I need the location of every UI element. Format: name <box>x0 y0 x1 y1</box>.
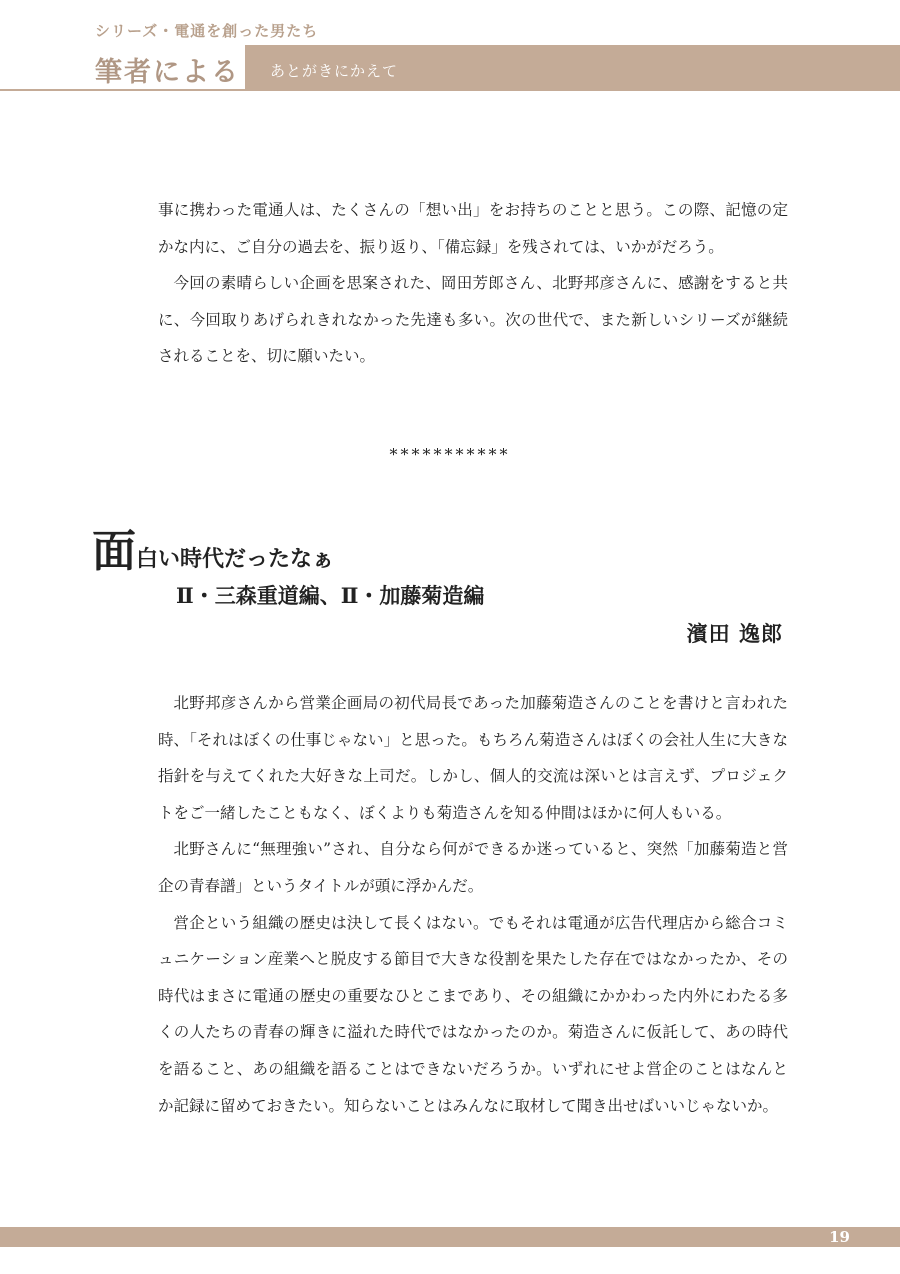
paragraph: 今回の素晴らしい企画を思案された、岡田芳郎さん、北野邦彦さんに、感謝をすると共に、今回取りあげられきれなかった先達も多い。次の世代で、また新しいシリーズが継続されることを、切に願いたい。 <box>158 274 788 366</box>
paragraph: 北野さんに“無理強い”され、自分なら何ができるか迷っていると、突然「加藤菊造と営企の青春譜」というタイトルが頭に浮かんだ。 <box>158 840 788 895</box>
article-title <box>92 515 334 579</box>
footer-bar <box>0 1227 900 1247</box>
series-label: シリーズ・電通を創った男たち <box>95 22 319 40</box>
article-title-rest: 白い時代だったなぁ <box>136 547 335 572</box>
paragraph: 営企という組織の歴史は決して長くはない。でもそれは電通が広告代理店から総合コミュニケーション産業へと脱皮する節目で大きな役割を果たした存在ではなかったか、その時代はまさに電通の歴史の重要なひとこまであり、その組織にかかわった内外にわたる多くの人たちの青春の輝きに溢れた時代ではなかったのか。菊造さんに仮託して、あの時代を語ること、あの組織を語ることはできないだろうか。いずれにせよ営企のことはなんとか記録に留めておきたい。知らないことはみんなに取材して聞き出せばいいじゃないか。 <box>158 913 788 1115</box>
page-number: 19 <box>829 1228 850 1246</box>
article-body <box>158 685 788 1124</box>
paragraph: 北野邦彦さんから営業企画局の初代局長であった加藤菊造さんのことを書けと言われた時、「それはぼくの仕事じゃない」と思った。もちろん菊造さんはぼくの会社人生に大きな指針を与えてくれた大好きな上司だ。しかし、個人的交流は深いとは言えず、プロジェクトをご一緒したこともなく、ぼくよりも菊造さんを知る仲間はほかに何人もいる。 <box>158 694 788 822</box>
section-subtitle: あとがきにかえて <box>270 62 399 80</box>
intro-text <box>158 192 788 375</box>
section-title: 筆者による <box>95 57 240 88</box>
article-title-initial: 面 <box>92 526 136 577</box>
paragraph: 事に携わった電通人は、たくさんの「想い出」をお持ちのことと思う。この際、記憶の定かな内に、ご自分の過去を、振り返り、「備忘録」を残されては、いかがだろう。 <box>158 201 788 256</box>
section-separator: *********** <box>389 445 511 464</box>
article-subtitle: Ⅱ・三森重道編、Ⅱ・加藤菊造編 <box>176 583 485 608</box>
author-name: 濱田 逸郎 <box>686 621 783 646</box>
